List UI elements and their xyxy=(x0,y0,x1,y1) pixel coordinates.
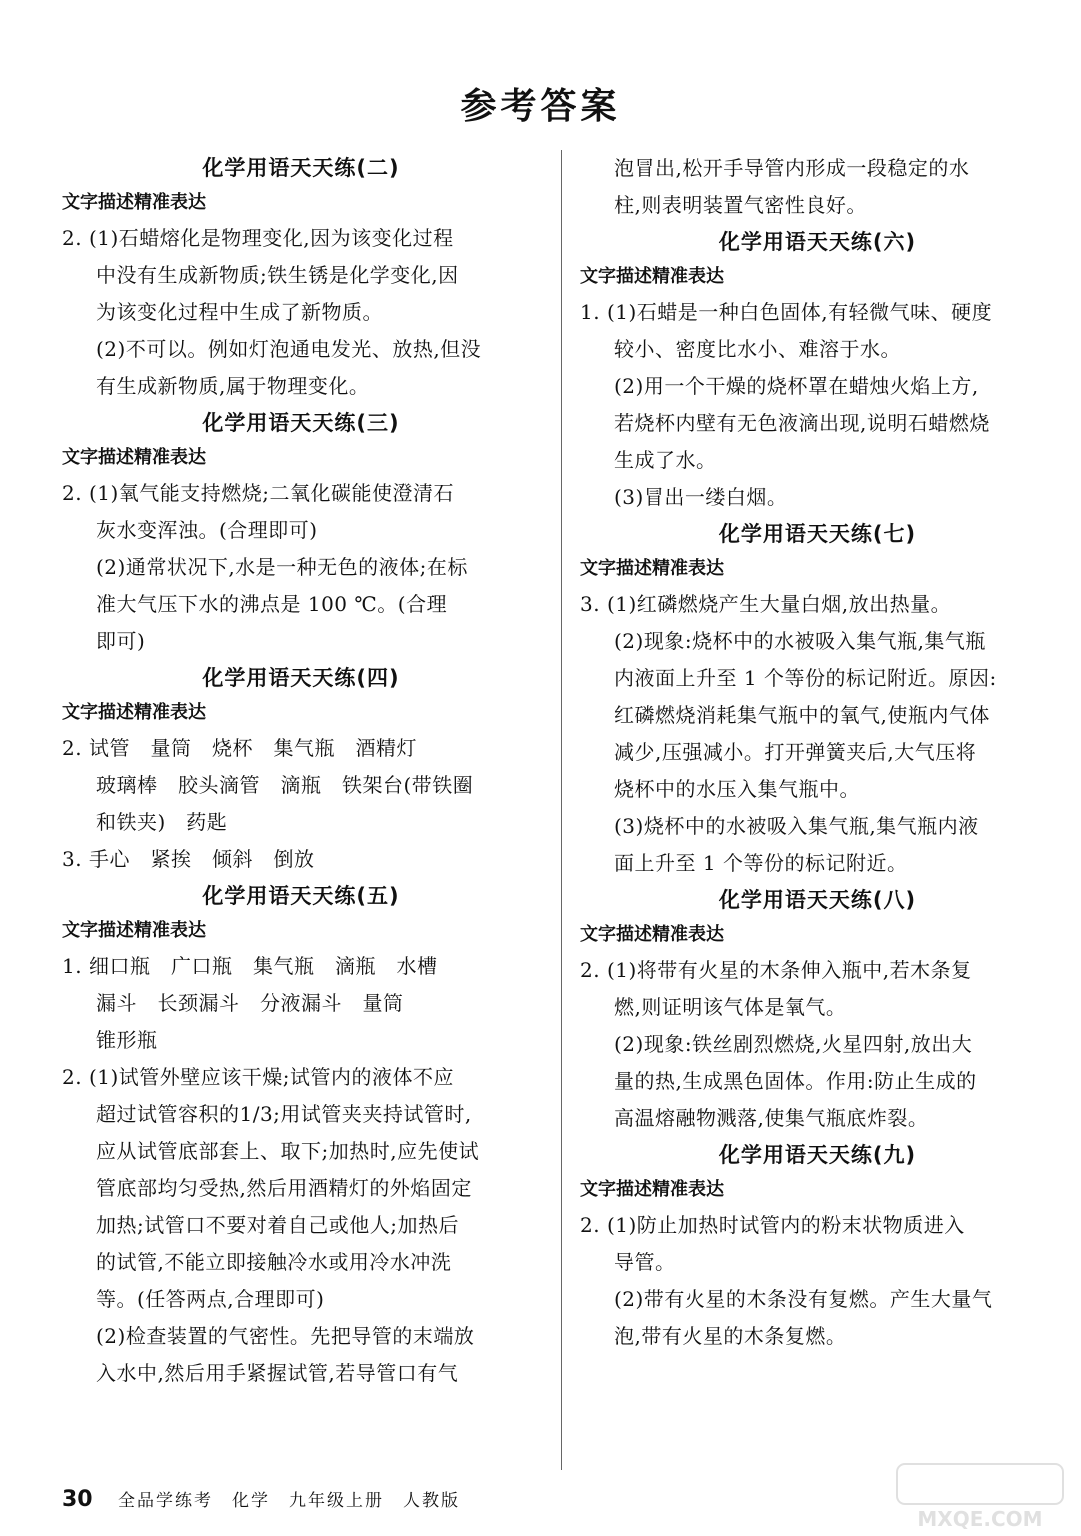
column-divider xyxy=(561,150,562,1470)
answer-line: (2)检查装置的气密性。先把导管的末端放 xyxy=(96,1324,475,1348)
answer-line: 入水中,然后用手紧握试管,若导管口有气 xyxy=(96,1361,459,1385)
answer-line: 面上升至 1 个等份的标记附近。 xyxy=(614,851,908,875)
page-title: 参考答案 xyxy=(460,86,621,127)
answer-line: 超过试管容积的1/3;用试管夹夹持试管时, xyxy=(96,1102,472,1126)
answer-line: 有生成新物质,属于物理变化。 xyxy=(96,374,370,398)
section-title: 化学用语天天练(四) xyxy=(202,666,400,690)
subsection-heading: 文字描述精准表达 xyxy=(580,558,724,579)
answer-line: 红磷燃烧消耗集气瓶中的氧气,使瓶内气体 xyxy=(614,703,990,727)
subsection-heading: 文字描述精准表达 xyxy=(62,447,206,468)
watermark-text: MXQE.COM xyxy=(917,1507,1043,1531)
answer-line: 2. 试管 量筒 烧杯 集气瓶 酒精灯 xyxy=(62,736,417,760)
left-column xyxy=(62,150,540,1392)
answer-line: 加热;试管口不要对着自己或他人;加热后 xyxy=(96,1213,459,1237)
answer-line: 3. 手心 紧挨 倾斜 倒放 xyxy=(62,847,315,871)
section-title: 化学用语天天练(七) xyxy=(718,522,917,546)
section-title: 化学用语天天练(五) xyxy=(202,884,400,908)
subsection-heading: 文字描述精准表达 xyxy=(62,192,206,213)
answer-line: 玻璃棒 胶头滴管 滴瓶 铁架台(带铁圈 xyxy=(96,773,474,797)
answer-line: 即可) xyxy=(96,629,146,653)
watermark-logo xyxy=(895,1462,1065,1532)
right-column xyxy=(580,150,1055,1355)
section-title: 化学用语天天练(六) xyxy=(718,230,917,254)
answer-line: (3)冒出一缕白烟。 xyxy=(614,485,788,509)
answer-line: 量的热,生成黑色固体。作用:防止生成的 xyxy=(614,1069,977,1093)
section-title: 化学用语天天练(三) xyxy=(202,411,400,435)
answer-line: 等。(任答两点,合理即可) xyxy=(96,1287,325,1311)
subsection-heading: 文字描述精准表达 xyxy=(580,266,724,287)
footer-book-info: 全品学练考 化学 九年级上册 人教版 xyxy=(118,1491,461,1511)
answer-line: (2)现象:铁丝剧烈燃烧,火星四射,放出大 xyxy=(614,1032,973,1056)
answer-line: 灰水变浑浊。(合理即可) xyxy=(96,518,318,542)
answer-line: 管底部均匀受热,然后用酒精灯的外焰固定 xyxy=(96,1176,472,1200)
subsection-heading: 文字描述精准表达 xyxy=(62,920,206,941)
answer-line: 柱,则表明装置气密性良好。 xyxy=(614,193,867,217)
answer-line: 为该变化过程中生成了新物质。 xyxy=(96,300,383,324)
answer-line: (3)烧杯中的水被吸入集气瓶,集气瓶内液 xyxy=(614,814,979,838)
section-title: 化学用语天天练(八) xyxy=(718,888,917,912)
answer-line: (2)不可以。例如灯泡通电发光、放热,但没 xyxy=(96,337,482,361)
answer-line: 减少,压强减小。打开弹簧夹后,大气压将 xyxy=(614,740,977,764)
answer-line: 泡,带有火星的木条复燃。 xyxy=(614,1324,847,1348)
page-footer xyxy=(62,1484,460,1516)
answer-line: 3. (1)红磷燃烧产生大量白烟,放出热量。 xyxy=(580,592,952,616)
answer-line: (2)通常状况下,水是一种无色的液体;在标 xyxy=(96,555,468,579)
subsection-heading: 文字描述精准表达 xyxy=(580,1179,724,1200)
answer-line: 和铁夹) 药匙 xyxy=(96,810,228,834)
answer-line: (2)现象:烧杯中的水被吸入集气瓶,集气瓶 xyxy=(614,629,986,653)
answer-line: 导管。 xyxy=(614,1250,676,1274)
subsection-heading: 文字描述精准表达 xyxy=(62,702,206,723)
answer-line: 的试管,不能立即接触冷水或用冷水冲洗 xyxy=(96,1250,452,1274)
answer-line: 燃,则证明该气体是氧气。 xyxy=(614,995,847,1019)
answer-line: 中没有生成新物质;铁生锈是化学变化,因 xyxy=(96,263,459,287)
answer-line: 若烧杯内壁有无色液滴出现,说明石蜡燃烧 xyxy=(614,411,990,435)
answer-line: 高温熔融物溅落,使集气瓶底炸裂。 xyxy=(614,1106,929,1130)
answer-line: (2)用一个干燥的烧杯罩在蜡烛火焰上方, xyxy=(614,374,979,398)
page-number: 30 xyxy=(62,1487,93,1512)
answer-line: 2. (1)石蜡熔化是物理变化,因为该变化过程 xyxy=(62,226,454,250)
answer-line: 1. 细口瓶 广口瓶 集气瓶 滴瓶 水槽 xyxy=(62,954,438,978)
answer-line: 2. (1)氧气能支持燃烧;二氧化碳能使澄清石 xyxy=(62,481,455,505)
section-title: 化学用语天天练(二) xyxy=(202,156,400,180)
answer-line: 准大气压下水的沸点是 100 ℃。(合理 xyxy=(96,592,448,616)
answer-line: 漏斗 长颈漏斗 分液漏斗 量筒 xyxy=(96,991,404,1015)
answer-line: 锥形瓶 xyxy=(96,1028,158,1052)
answer-line: 较小、密度比水小、难溶于水。 xyxy=(614,337,901,361)
answer-line: (2)带有火星的木条没有复燃。产生大量气 xyxy=(614,1287,993,1311)
answer-line: 2. (1)将带有火星的木条伸入瓶中,若木条复 xyxy=(580,958,972,982)
answer-line: 应从试管底部套上、取下;加热时,应先使试 xyxy=(96,1139,480,1163)
answer-line: 泡冒出,松开手导管内形成一段稳定的水 xyxy=(614,156,970,180)
answer-line: 烧杯中的水压入集气瓶中。 xyxy=(614,777,860,801)
answer-line: 内液面上升至 1 个等份的标记附近。原因: xyxy=(614,666,997,690)
subsection-heading: 文字描述精准表达 xyxy=(580,924,724,945)
answer-line: 2. (1)试管外壁应该干燥;试管内的液体不应 xyxy=(62,1065,455,1089)
answer-line: 2. (1)防止加热时试管内的粉末状物质进入 xyxy=(580,1213,965,1237)
answer-line: 1. (1)石蜡是一种白色固体,有轻微气味、硬度 xyxy=(580,300,993,324)
section-title: 化学用语天天练(九) xyxy=(718,1143,917,1167)
answer-line: 生成了水。 xyxy=(614,448,717,472)
